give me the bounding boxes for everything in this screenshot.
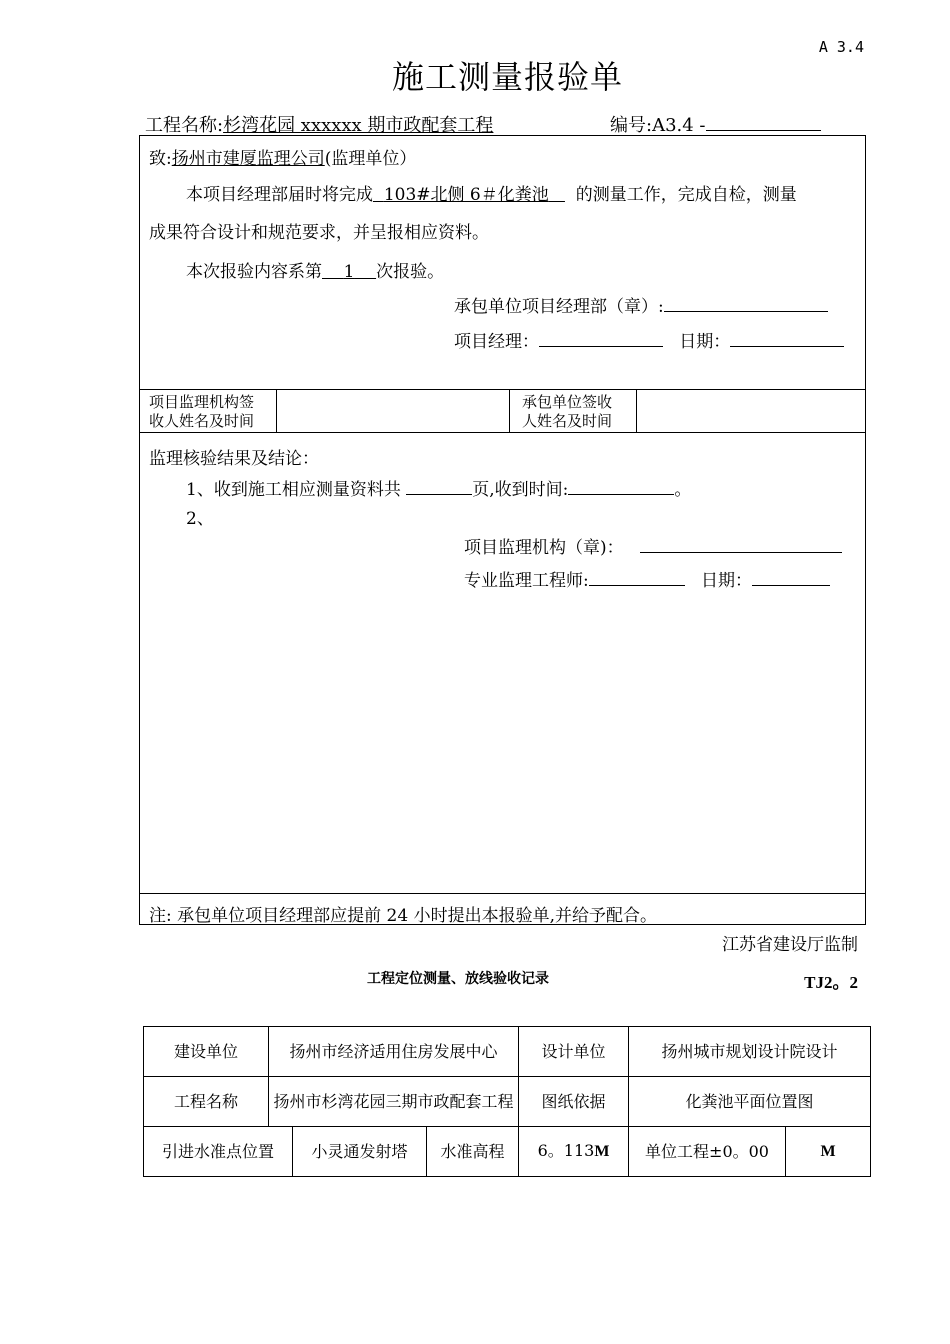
supervision-org-line [464,533,842,558]
contractor-dept-field[interactable] [664,294,828,312]
document-code: A 3.4 [818,38,864,56]
inspection-number: 1 [343,262,355,282]
pm-line [454,327,844,352]
engineer-date-label: 日期： [700,571,752,591]
contractor-dept-line [454,292,828,317]
number-row [610,111,821,137]
table-cell: 工程名称 [144,1077,269,1127]
pm-date-field[interactable] [730,329,844,347]
form-note: 注: 承包单位项目经理部应提前 24 小时提出本报验单,并给予配合。 [149,906,657,926]
elevation-unit: M [594,1143,610,1160]
project-name: 杉湾花园 xxxxxx 期市政配套工程 [223,115,494,136]
inspect-prefix: 本次报验内容系第 [186,262,322,282]
divider [140,432,865,433]
contractor-dept-label: 承包单位项目经理部（章）: [454,297,664,317]
table-cell: 扬州市经济适用住房发展中心 [269,1027,519,1077]
addressee-line [149,144,416,169]
received-time-label: 页,收到时间: [472,480,569,500]
table-row [144,1127,871,1177]
divider [140,893,865,894]
supervisor-sign-label: 项目监理机构签 收人姓名及时间 [149,393,255,430]
table-cell: 小灵通发射塔 [293,1127,427,1177]
supervisor-suffix: (监理单位） [324,149,417,169]
table-cell[interactable]: M [786,1127,871,1177]
page-title: 施工测量报验单 [391,58,623,96]
conclusion-item-1: 1、收到施工相应测量资料共 页,收到时间: 。 [186,475,691,500]
project-label: 工程名称: [145,115,224,136]
number-field[interactable] [706,113,821,131]
project-name-row [145,111,493,137]
table-row [144,1027,871,1077]
table-cell: 水准高程 [427,1127,519,1177]
supervision-engineer-line [464,566,830,591]
divider [509,389,510,432]
table-cell: 设计单位 [519,1027,629,1077]
conclusion-title: 监理核验结果及结论： [149,449,319,469]
table-cell: 化粪池平面位置图 [629,1077,871,1127]
pm-label: 项目经理： [454,332,539,352]
supervision-engineer-field[interactable] [589,568,685,586]
table-row [144,1077,871,1127]
table-cell: 图纸依据 [519,1077,629,1127]
conclusion-item-2: 2、 [186,509,214,529]
number-label: 编号:A3.4 - [610,115,706,136]
record-code: TJ2。2 [804,973,858,992]
work-item: 103#北侧 6＃化粪池 [383,185,549,205]
table-cell: 单位工程±0。00 [629,1127,786,1177]
supervision-engineer-label: 专业监理工程师: [464,571,589,591]
table-cell: 引进水准点位置 [144,1127,293,1177]
table-cell: 建设单位 [144,1027,269,1077]
contractor-sign-label: 承包单位签收 人姓名及时间 [522,393,613,430]
to-prefix: 致: [149,149,172,169]
paragraph-1 [186,180,797,205]
supervisor-sign-field[interactable] [277,390,508,431]
report-form [139,135,866,925]
received-time-field[interactable] [568,477,674,495]
benchmark-elevation: 6。113 [537,1141,595,1160]
pm-field[interactable] [539,329,663,347]
supervisor-company: 扬州市建厦监理公司 [171,149,325,169]
table-cell [519,1127,629,1177]
item1-label: 1、收到施工相应测量资料共 [186,480,401,500]
supervision-org-label: 项目监理机构（章)： [464,538,624,558]
inspection-count-line [186,257,444,282]
inspect-suffix: 次报验。 [376,262,445,282]
record-title: 工程定位测量、放线验收记录 [367,971,549,987]
engineer-date-field[interactable] [752,568,830,586]
pages-field[interactable] [406,477,472,495]
pm-date-label: 日期： [679,332,731,352]
supervision-org-field[interactable] [640,535,842,553]
para1-end: 的测量工作，完成自检，测量 [575,185,797,205]
para1-start: 本项目经理部届时将完成 [186,185,373,205]
survey-record-table [143,1026,871,1177]
paragraph-1-cont: 成果符合设计和规范要求，并呈报相应资料。 [149,223,489,243]
table-cell: 扬州市杉湾花园三期市政配套工程 [269,1077,519,1127]
table-cell: 扬州城市规划设计院设计 [629,1027,871,1077]
contractor-sign-field[interactable] [637,390,865,431]
issuer-label: 江苏省建设厅监制 [722,935,858,955]
